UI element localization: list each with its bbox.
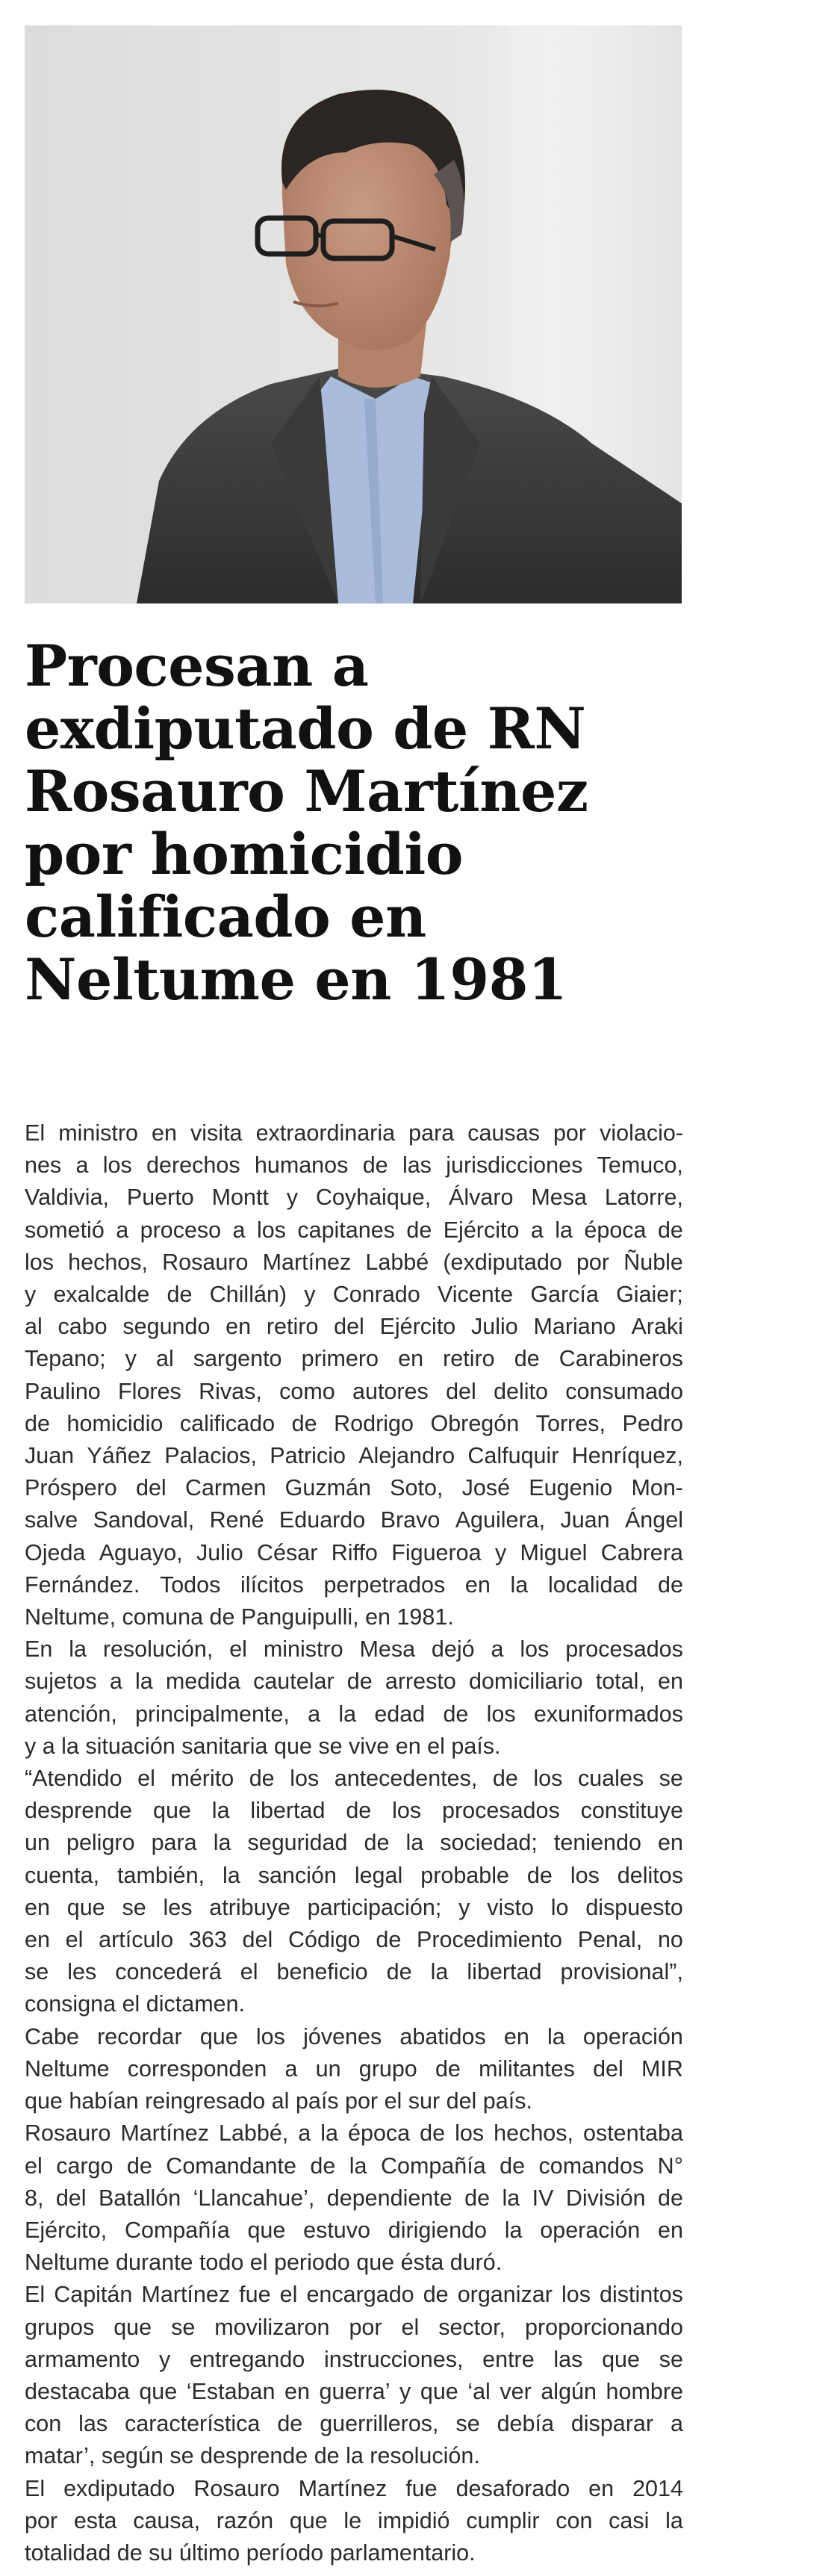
body-line: totalidad de su último período parlamentario. [25,2539,476,2566]
headline-line: Rosauro Martínez [25,758,588,825]
body-line: cuenta, también, la sanción legal probable de los delitos [25,1862,683,1888]
body-line: al cabo segundo en retiro del Ejército Julio Mariano Araki [25,1314,683,1340]
body-line: Ejército, Compañía que estuvo dirigiendo la operación en [25,2217,683,2243]
body-line: salve Sandoval, René Eduardo Bravo Aguilera, Juan Ángel [25,1507,683,1533]
body-line: Juan Yáñez Palacios, Patricio Alejandro Calfuquir Henríquez, [25,1443,683,1469]
portrait-illustration [25,25,682,603]
body-line: y exalcalde de Chillán) y Conrado Vicente García Giaier; [25,1282,683,1308]
headline-line: calificado en [25,884,426,950]
body-line: grupos que se movilizaron por el sector, proporcionando [25,2314,683,2340]
headline-line: Procesan a [25,633,369,699]
body-line: atención, principalmente, a la edad de los exuniformados [25,1701,683,1727]
body-line: Neltume corresponden a un grupo de militantes del MIR [25,2055,683,2082]
body-line: matar’, según se desprende de la resolución. [25,2443,480,2469]
body-line: con las característica de guerrilleros, se debía disparar a [25,2411,683,2437]
article-photo [25,25,682,603]
body-line: En la resolución, el ministro Mesa dejó a los procesados [25,1636,683,1663]
body-line: por esta causa, razón que le impidió cumplir con casi la [25,2507,683,2533]
body-line: El Capitán Martínez fue el encargado de organizar los distintos [25,2282,683,2308]
body-line: El ministro en visita extraordinaria para causas por violacio- [25,1120,683,1146]
headline-line: exdiputado de RN [25,695,586,762]
body-line: Rosauro Martínez Labbé, a la época de los hechos, ostentaba [25,2120,683,2147]
body-line: Ojeda Aguayo, Julio César Riffo Figueroa y Miguel Cabrera [25,1539,683,1565]
body-line: el cargo de Comandante de la Compañía de comandos N° [25,2153,683,2179]
body-line: Neltume durante todo el periodo que ésta duró. [25,2250,503,2276]
body-line: Tepano; y al sargento primero en retiro de Carabineros [25,1346,683,1372]
body-line: y a la situación sanitaria que se vive en el país. [25,1733,501,1759]
body-line: sujetos a la medida cautelar de arresto domiciliario total, en [25,1669,683,1695]
article-headline [25,635,771,1011]
body-line: 8, del Batallón ‘Llancahue’, dependiente de la IV División de [25,2185,683,2211]
body-line: Próspero del Carmen Guzmán Soto, José Eugenio Mon- [25,1475,683,1501]
headline-line: por homicidio [25,821,463,887]
body-line: destacaba que ‘Estaban en guerra’ y que ‘al ver algún hombre [25,2378,683,2404]
body-line: Paulino Flores Rivas, como autores del delito consumado [25,1378,683,1404]
body-line: consigna el dictamen. [25,1991,246,2017]
body-line: de homicidio calificado de Rodrigo Obregón Torres, Pedro [25,1410,683,1436]
body-line: Fernández. Todos ilícitos perpetrados en la localidad de [25,1571,683,1598]
body-line: Cabe recordar que los jóvenes abatidos en la operación [25,2023,683,2049]
body-line: nes a los derechos humanos de las jurisdicciones Temuco, [25,1152,683,1179]
body-line: Neltume, comuna de Panguipulli, en 1981. [25,1604,454,1630]
body-line: “Atendido el mérito de los antecedentes, de los cuales se [25,1766,683,1792]
headline-line: Neltume en 1981 [25,946,567,1013]
body-line: un peligro para la seguridad de la sociedad; teniendo en [25,1830,683,1856]
body-line: armamento y entregando instrucciones, entre las que se [25,2346,683,2372]
body-line: los hechos, Rosauro Martínez Labbé (exdiputado por Ñuble [25,1249,683,1275]
body-line: Valdivia, Puerto Montt y Coyhaique, Álvaro Mesa Latorre, [25,1185,683,1211]
body-line: El exdiputado Rosauro Martínez fue desaforado en 2014 [25,2475,683,2501]
body-line: desprende que la libertad de los procesados constituye [25,1798,683,1824]
body-line: sometió a proceso a los capitanes de Ejército a la época de [25,1217,683,1243]
body-line: en que se les atribuye participación; y visto lo dispuesto [25,1894,683,1920]
article-body [25,1117,683,2569]
body-line: se les concederá el beneficio de la libertad provisional”, [25,1959,683,1985]
body-line: que habían reingresado al país por el sur del país. [25,2088,532,2114]
body-line: en el artículo 363 del Código de Procedimiento Penal, no [25,1927,683,1953]
